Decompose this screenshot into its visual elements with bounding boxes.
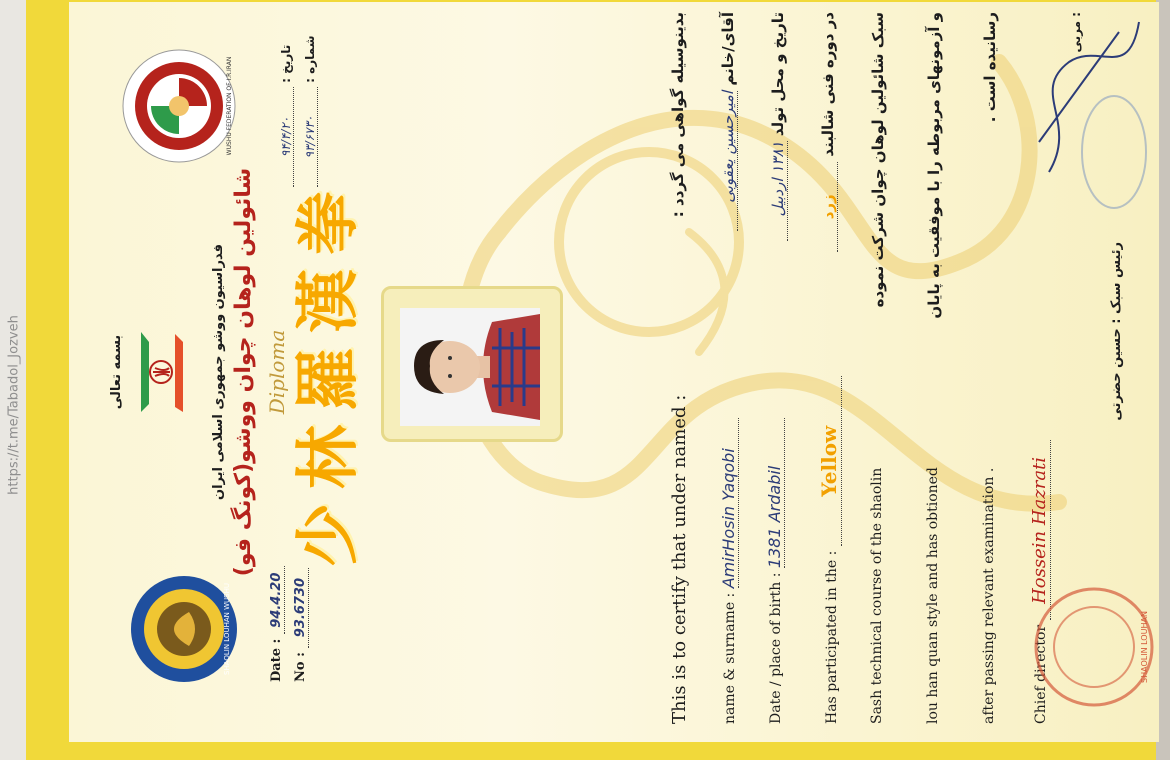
en-date-label: Date : bbox=[269, 638, 284, 682]
sash-line: Sash technical course of the shaolin bbox=[869, 467, 885, 724]
louhan-line: lou han quan style and has obtioned bbox=[925, 467, 941, 724]
fa-course-row bbox=[819, 12, 838, 302]
certificate-paper bbox=[69, 2, 1159, 742]
stamp-text: SHAOLIN LOUHAN bbox=[1140, 611, 1149, 683]
diploma-label: Diploma bbox=[265, 329, 289, 415]
style-title: شائولین لوهان چوان ووشو(کونگ فو) bbox=[231, 167, 256, 577]
belt-value: Yellow bbox=[817, 376, 842, 546]
fa-date-label: : تاریخ bbox=[279, 44, 293, 83]
participated-row bbox=[817, 376, 842, 724]
blue-stamp bbox=[1079, 92, 1149, 212]
chief-signature: Hossein Hazrati bbox=[1029, 440, 1051, 620]
federation-logo bbox=[121, 48, 237, 164]
fa-line-7: رسانیده است . bbox=[981, 12, 999, 123]
en-no-label: No : bbox=[293, 652, 308, 682]
shaolin-logo bbox=[129, 574, 239, 684]
fa-no-value: ۹۳/۶۷۳۰ bbox=[303, 87, 318, 187]
iran-emblem-icon bbox=[131, 332, 187, 412]
en-no-value: 93.6730 bbox=[293, 568, 309, 648]
fa-date-value: ۹۴/۴/۲۰ bbox=[279, 87, 294, 187]
fa-course-label: در دوره فنی شالبند bbox=[819, 12, 837, 157]
bismillah: بسمه تعالی bbox=[109, 334, 124, 410]
en-date-value: 94.4.20 bbox=[269, 566, 285, 634]
name-label: name & surname : bbox=[722, 592, 738, 724]
name-row bbox=[719, 418, 739, 724]
fa-line-5: سبک شائولین لوهان چوان شرکت نموده bbox=[869, 12, 887, 308]
fa-name-row bbox=[719, 12, 738, 272]
fa-head-label: رئیس سبک : حسین حضرتی bbox=[1109, 242, 1124, 421]
fa-belt-value: زرد bbox=[819, 162, 838, 252]
shaolin-logo-text: SHAOLIN LOUHAN WUSHU bbox=[223, 583, 231, 675]
fa-name-value: امیرحسین یعقوبی bbox=[719, 91, 738, 231]
federation-logo-text: WUSHU FEDERATION OF I.R.IRAN bbox=[226, 56, 233, 156]
chief-label: Chief director bbox=[1033, 624, 1049, 724]
certificate-frame bbox=[26, 0, 1156, 760]
student-photo bbox=[400, 308, 540, 426]
chinese-title: 少林羅漢拳 bbox=[291, 177, 366, 567]
dob-label: Date / place of birth : bbox=[768, 572, 784, 724]
participated-label: Has participated in the : bbox=[824, 550, 840, 724]
red-stamp bbox=[1029, 582, 1159, 712]
fa-name-label: آقای/خانم bbox=[719, 12, 737, 86]
watermark: https://t.me/Tabadol_Jozveh bbox=[6, 315, 22, 495]
fa-dob-value: ۱۳۸۱ اردبیل bbox=[769, 141, 788, 241]
fa-line-6: و آزمونهای مربوطه را با موفقیت به پایان bbox=[925, 12, 943, 319]
fa-coach-label: : مربی bbox=[1069, 12, 1083, 53]
certify-line: This is to certify that under named : bbox=[669, 394, 690, 724]
fa-line-1: بدینوسیله گواهی می گردد : bbox=[669, 12, 687, 218]
federation-name: فدراسیون ووشو جمهوری اسلامی ایران bbox=[211, 244, 226, 501]
fa-dob-row bbox=[769, 12, 788, 272]
fa-dob-label: تاریخ و محل تولد bbox=[769, 12, 787, 137]
dob-row bbox=[765, 418, 785, 724]
fa-no-label: : شماره bbox=[303, 35, 317, 83]
photo-frame bbox=[381, 286, 563, 442]
dob-value: 1381 Ardabil bbox=[765, 418, 785, 568]
after-line: after passing relevant examination . bbox=[981, 467, 997, 724]
name-value: AmirHosin Yaqobi bbox=[719, 418, 739, 588]
